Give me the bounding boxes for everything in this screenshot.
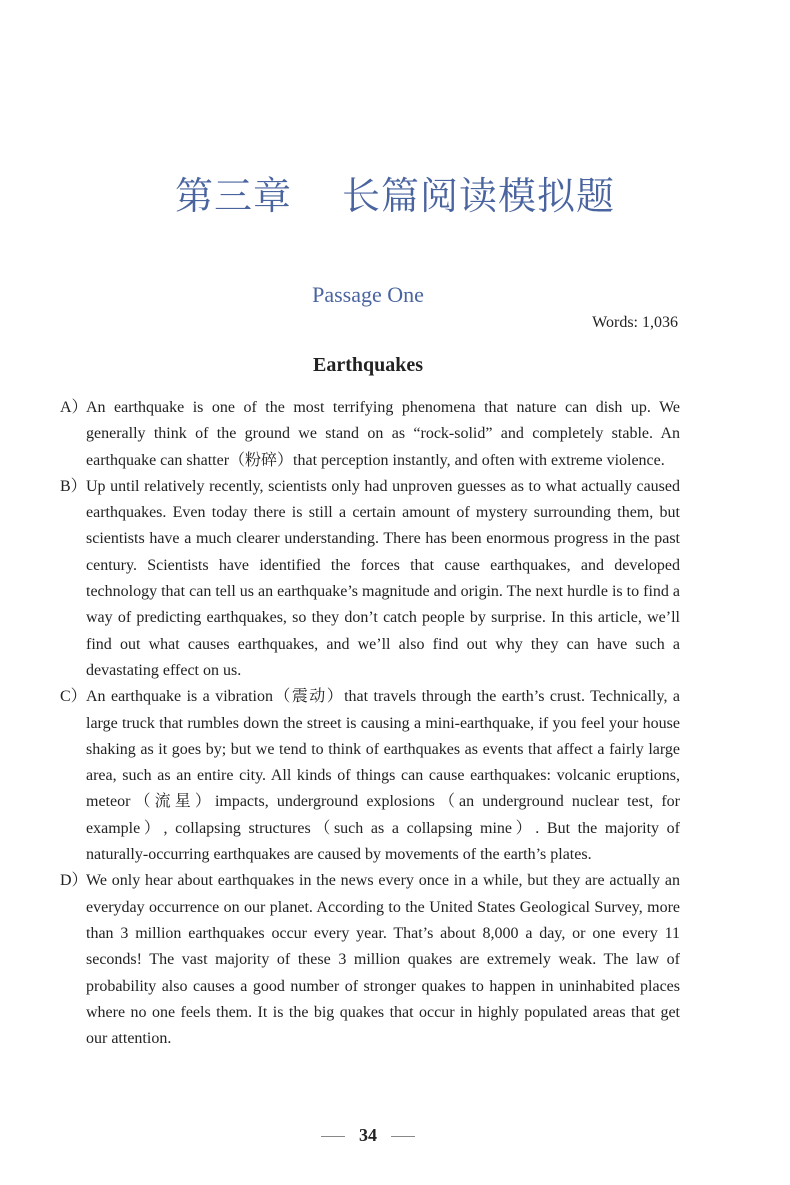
paragraph-label: C） xyxy=(60,688,87,706)
paragraph-a xyxy=(60,395,680,474)
paragraph-d xyxy=(60,868,680,1052)
paragraph-text: An earthquake is a vibration（震动）that travels through the earth’s crust. Technically, a large truck that rumbles down the street is causing a mini-earthquake, if you feel your house shaking as it goes by; but we tend to think of earthquakes as events that affect a fairly large area, such as an entire city. All kinds of things can cause earthquakes: volcanic eruptions, meteor（流星）impacts, underground explosions（an underground nuclear test, for example）, collapsing structures（such as a collapsing mine）. But the majority of naturally-occurring earthquakes are caused by movements of the earth’s plates. xyxy=(86,688,680,864)
chapter-title: 长篇阅读模拟题 xyxy=(342,174,616,218)
page-number: 34 xyxy=(359,1125,377,1145)
passage-heading: Passage One xyxy=(312,282,424,307)
word-count: Words: 1,036 xyxy=(592,314,678,331)
article-title: Earthquakes xyxy=(312,354,424,376)
chapter-number: 第三章 xyxy=(174,174,292,218)
page-footer xyxy=(0,1125,736,1146)
paragraph-label: B） xyxy=(60,477,87,495)
paragraph-text: An earthquake is one of the most terrifying phenomena that nature can dish up. We generally think of the ground we stand on as “rock-solid” and completely stable. An earthquake can shatter（粉碎）that perception instantly, and often with extreme violence. xyxy=(86,399,680,469)
paragraph-text: We only hear about earthquakes in the news every once in a while, but they are actually an everyday occurrence on our planet. According to the United States Geological Survey, more than 3 million earthquakes occur every year. That’s about 8,000 a day, or one every 11 seconds! The vast majority of these 3 million quakes are extremely weak. The law of probability also causes a good number of stronger quakes to happen in uninhabited places where no one feels them. It is the big quakes that occur in highly populated areas that get our attention. xyxy=(86,872,680,1048)
divider xyxy=(391,1136,415,1137)
paragraph-label: D） xyxy=(60,872,88,890)
chapter-heading xyxy=(0,165,790,220)
divider xyxy=(321,1136,345,1137)
paragraph-c xyxy=(60,684,680,868)
paragraph-b xyxy=(60,474,680,684)
article-body xyxy=(60,395,680,1052)
paragraph-text: Up until relatively recently, scientists only had unproven guesses as to what actually caused earthquakes. Even today there is still a certain amount of mystery surrounding them, but scientists have a much clearer understanding. There has been enormous progress in the past century. Scientists have identified the forces that cause earthquakes, and developed technology that can tell us an earthquake’s magnitude and origin. The next hurdle is to find a way of predicting earthquakes, so they don’t catch people by surprise. In this article, we’ll find out what causes earthquakes, and we’ll also find out why they can have such a devastating effect on us. xyxy=(86,477,680,679)
paragraph-label: A） xyxy=(60,399,88,416)
